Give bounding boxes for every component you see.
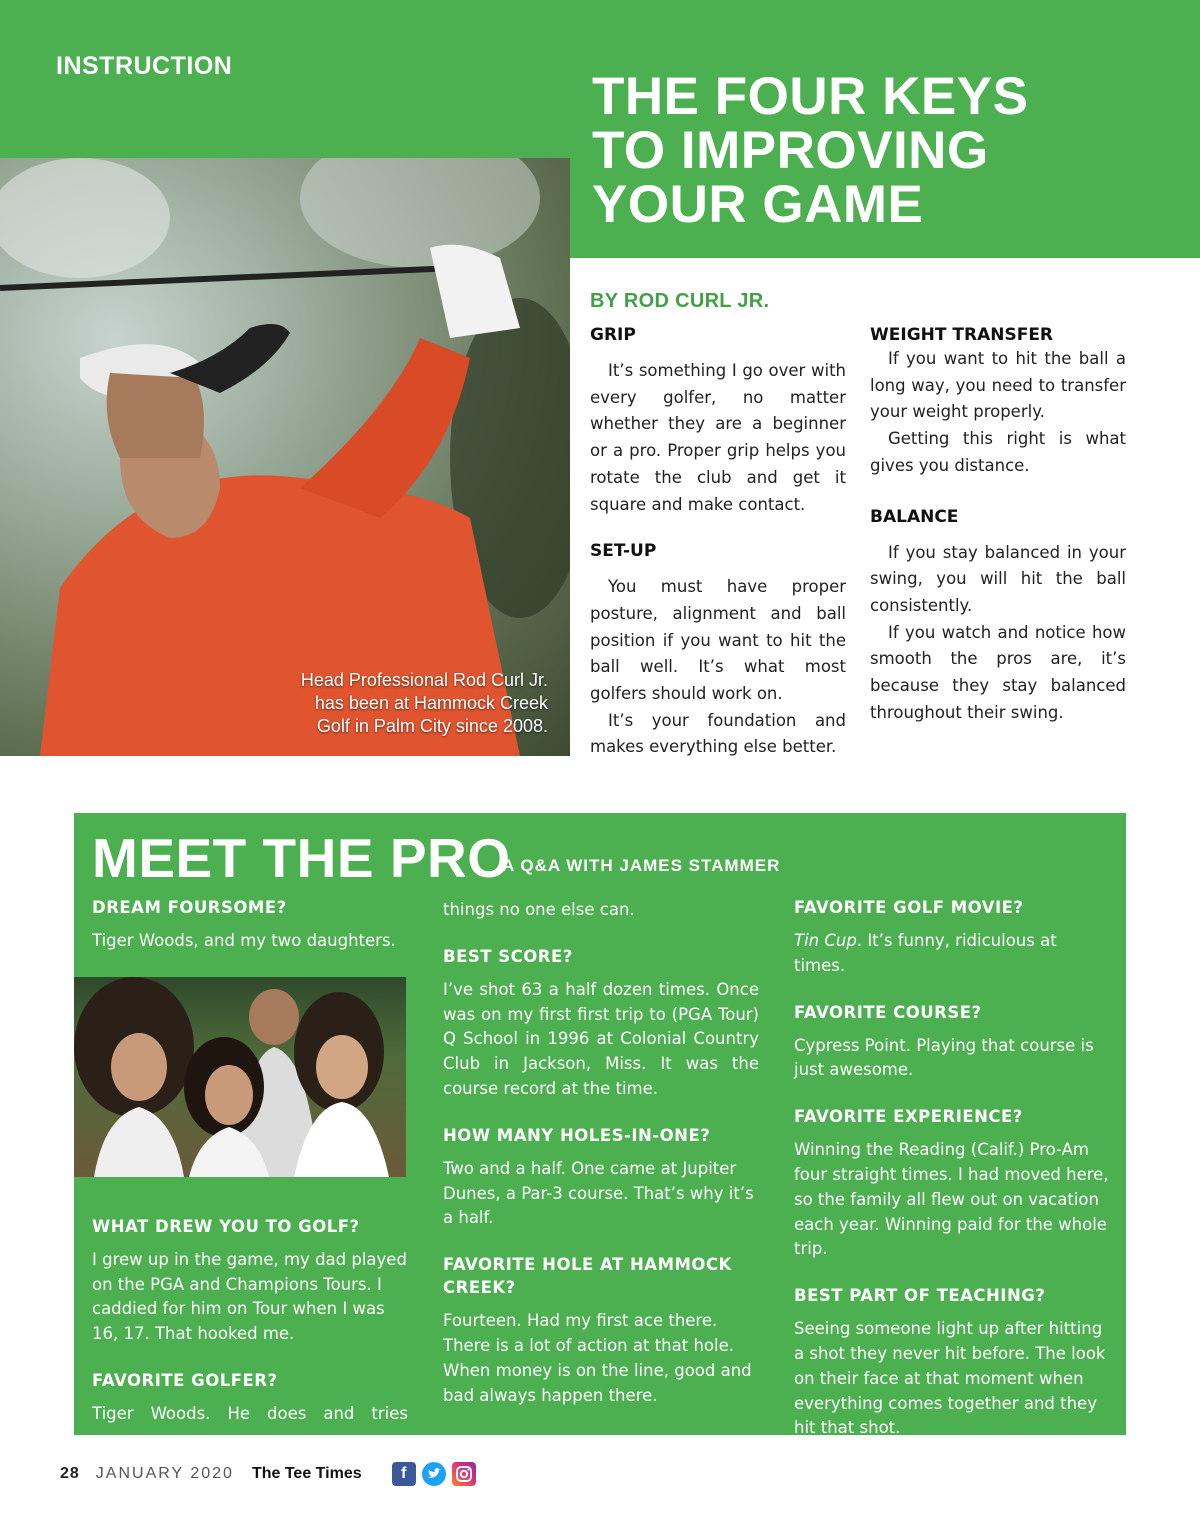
- answer: Seeing someone light up after hitting a shot they never hit before. The look on their face at that moment when everything comes together and they hit that shot.: [794, 1319, 1106, 1438]
- section-heading-setup: SET-UP: [590, 541, 657, 562]
- social-icons: [392, 1462, 476, 1486]
- answer: Two and a half. One came at Jupiter Dunes, a Par-3 course. That’s why it’s a half.: [443, 1158, 754, 1228]
- meet-the-pro-subtitle: A Q&A WITH JAMES STAMMER: [502, 856, 781, 875]
- answer: I’ve shot 63 a half dozen times. Once was on my first first trip to (PGA Tour) Q School in 1996 at Colonial Country Club in Jackson, Miss. It was the course record at the time.: [443, 979, 759, 1098]
- answer: Tiger Woods, and my two daughters.: [92, 931, 396, 950]
- instagram-icon[interactable]: [452, 1462, 476, 1486]
- section-heading-weight-transfer: WEIGHT TRANSFER: [870, 325, 1054, 345]
- golfer-photo: [0, 158, 570, 756]
- article-column-left: [590, 324, 846, 761]
- answer: Cypress Point. Playing that course is just awesome.: [794, 1035, 1094, 1080]
- publication-name: The Tee Times: [251, 1465, 362, 1482]
- section-label: INSTRUCTION: [56, 52, 233, 80]
- question: FAVORITE HOLE AT HAMMOCK CREEK?: [443, 1255, 732, 1298]
- answer: Tin Cup. It’s funny, ridiculous at times.: [794, 931, 1057, 975]
- byline: BY ROD CURL JR.: [590, 290, 770, 312]
- balance-paragraph: If you stay balanced in your swing, you will hit the ball consistently.: [870, 542, 1126, 615]
- qa-column-3: [794, 896, 1110, 1441]
- answer-continued: things no one else can.: [443, 900, 635, 919]
- qa-column-2: [443, 898, 759, 1408]
- setup-paragraph: It’s your foundation and makes everything else better.: [590, 710, 846, 757]
- setup-paragraph: You must have proper posture, alignment and ball position if you want to hit the ball well. It’s what most golfers should work on.: [590, 577, 846, 704]
- page-footer: [60, 1462, 476, 1486]
- balance-paragraph: If you watch and notice how smooth the pros are, it’s because they stay balanced throughout their swing.: [870, 622, 1126, 722]
- question: FAVORITE COURSE?: [794, 1002, 982, 1022]
- headline-line: TO IMPROVING: [592, 121, 989, 180]
- section-heading-balance: BALANCE: [870, 506, 959, 527]
- answer: Tiger Woods. He does and tries: [92, 1403, 408, 1423]
- weight-paragraph: If you want to hit the ball a long way, you need to transfer your weight properly.: [870, 349, 1126, 422]
- page-number: 28: [60, 1465, 80, 1482]
- headline-line: YOUR GAME: [592, 175, 924, 234]
- family-photo: [74, 977, 406, 1177]
- movie-title: Tin Cup: [794, 931, 857, 950]
- question: FAVORITE EXPERIENCE?: [794, 1107, 1023, 1127]
- question: FAVORITE GOLF MOVIE?: [794, 898, 1024, 917]
- section-heading-grip: GRIP: [590, 325, 636, 345]
- question: FAVORITE GOLFER?: [92, 1370, 278, 1390]
- issue-date: JANUARY 2020: [95, 1465, 234, 1482]
- article-column-right: [870, 324, 1126, 726]
- question: BEST SCORE?: [443, 946, 573, 966]
- question: DREAM FOURSOME?: [92, 898, 287, 917]
- golfer-illustration: [0, 158, 570, 756]
- article-headline: [592, 67, 1192, 234]
- headline-line: THE FOUR KEYS: [592, 67, 1029, 126]
- family-illustration: [74, 977, 406, 1177]
- question: WHAT DREW YOU TO GOLF?: [92, 1216, 360, 1236]
- question: HOW MANY HOLES-IN-ONE?: [443, 1125, 711, 1145]
- grip-paragraph: It’s something I go over with every golfer, no matter whether they are a beginner or a pro. Proper grip helps you rotate the club and get it square and make contact.: [590, 361, 846, 514]
- answer: I grew up in the game, my dad played on the PGA and Champions Tours. I caddied for him on Tour when I was 16, 17. That hooked me.: [92, 1249, 407, 1344]
- facebook-icon[interactable]: f: [392, 1462, 416, 1486]
- photo-caption: Head Professional Rod Curl Jr. has been at Hammock Creek Golf in Palm City since 2008.: [300, 670, 548, 736]
- answer: Fourteen. Had my first ace there. There is a lot of action at that hole. When money is on the line, good and bad always happen there.: [443, 1311, 752, 1405]
- twitter-icon[interactable]: [422, 1462, 446, 1486]
- answer: Winning the Reading (Calif.) Pro-Am four straight times. I had moved here, so the family all flew out on vacation each year. Winning paid for the whole trip.: [794, 1140, 1109, 1259]
- question: BEST PART OF TEACHING?: [794, 1286, 1046, 1306]
- meet-the-pro-title: MEET THE PRO: [92, 827, 511, 889]
- weight-paragraph: Getting this right is what gives you distance.: [870, 429, 1126, 475]
